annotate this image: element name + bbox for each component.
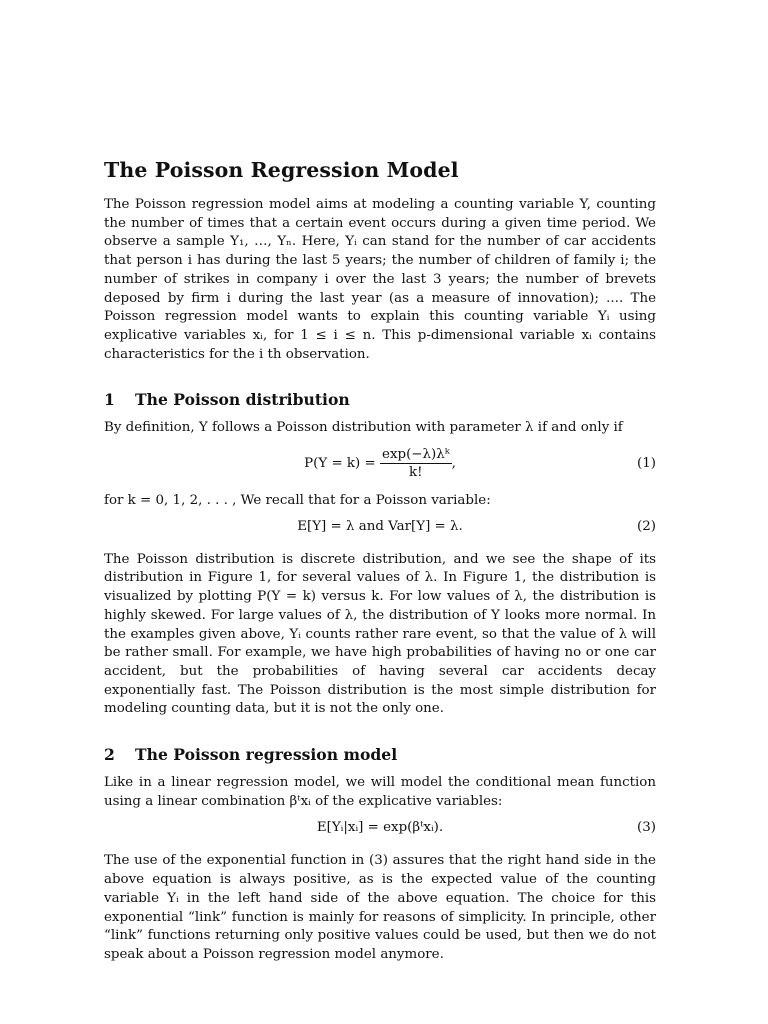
section-2-paragraph-2: The use of the exponential function in (3) assures that the right hand side in the above equation is always positive, as is the expected value of the counting variable Yᵢ in the left hand side of the above equation. The choice for this exponential “link” function is mainly for reasons of simplicity. In principle, other “link” functions returning only positive values could be used, but then we do not speak about a Poisson regression model anymore. <box>104 853 656 962</box>
equation-3 <box>104 811 656 845</box>
equation-3-body: E[Yᵢ|xᵢ] = exp(βᵗxᵢ). <box>316 820 444 836</box>
equation-2-body: E[Y] = λ and Var[Y] = λ. <box>297 518 463 534</box>
equation-1-numerator: exp(−λ)λᵏ <box>382 447 450 463</box>
section-2-paragraph-1: Like in a linear regression model, we will model the conditional mean function using a linear combination βᵗxᵢ of the explicative variables: <box>104 775 656 809</box>
section-2-number: 2 <box>104 745 115 765</box>
equation-1 <box>104 444 656 490</box>
section-1-heading <box>104 390 656 409</box>
equation-1-denominator: k! <box>380 463 452 481</box>
section-1-paragraph-3: The Poisson distribution is discrete distribution, and we see the shape of its distribution in Figure 1, for several values of λ. In Figure 1, the distribution is visualized by plotting P(Y = k) versus k. For low values of λ, the distribution is highly skewed. For large values of λ, the distribution of Y looks more normal. In the examples given above, Yᵢ counts rather rare event, so that the value of λ will be rather small. For example, we have high probabilities of having no or one car accident, but the probabilities of having several car accidents decay exponentially fast. The Poisson distribution is the most simple distribution for modeling counting data, but it is not the only one. <box>104 551 656 717</box>
equation-1-fraction <box>380 446 452 481</box>
section-2-heading <box>104 745 656 764</box>
section-1-title: The Poisson distribution <box>135 390 350 410</box>
document-title: The Poisson Regression Model <box>104 158 459 182</box>
equation-1-lhs: P(Y = k) = <box>304 456 376 472</box>
section-2-title: The Poisson regression model <box>135 745 398 765</box>
document-page <box>104 158 656 965</box>
section-1-paragraph-1: By definition, Y follows a Poisson distribution with parameter λ if and only if <box>104 420 623 436</box>
equation-1-tail: , <box>451 456 456 472</box>
intro-paragraph: The Poisson regression model aims at modeling a counting variable Y, counting the number of times that a certain event occurs during a given time period. We observe a sample Y₁, …, Yₙ. Here, Yᵢ can stand for the number of car accidents that person i has during the last 5 years; the number of children of family i; the number of strikes in company i over the last 3 years; the number of brevets deposed by firm i during the last year (as a measure of innovation); .... The Poisson regression model wants to explain this counting variable Yᵢ using explicative variables xᵢ, for 1 ≤ i ≤ n. This p-dimensional variable xᵢ contains characteristics for the i th observation. <box>104 197 656 362</box>
equation-2-tag: (2) <box>637 518 656 534</box>
equation-1-tag: (1) <box>637 456 656 472</box>
section-1-paragraph-2: for k = 0, 1, 2, . . . , We recall that for a Poisson variable: <box>104 493 491 509</box>
section-1-number: 1 <box>104 390 115 410</box>
equation-3-tag: (3) <box>637 820 656 836</box>
equation-2 <box>104 511 656 545</box>
